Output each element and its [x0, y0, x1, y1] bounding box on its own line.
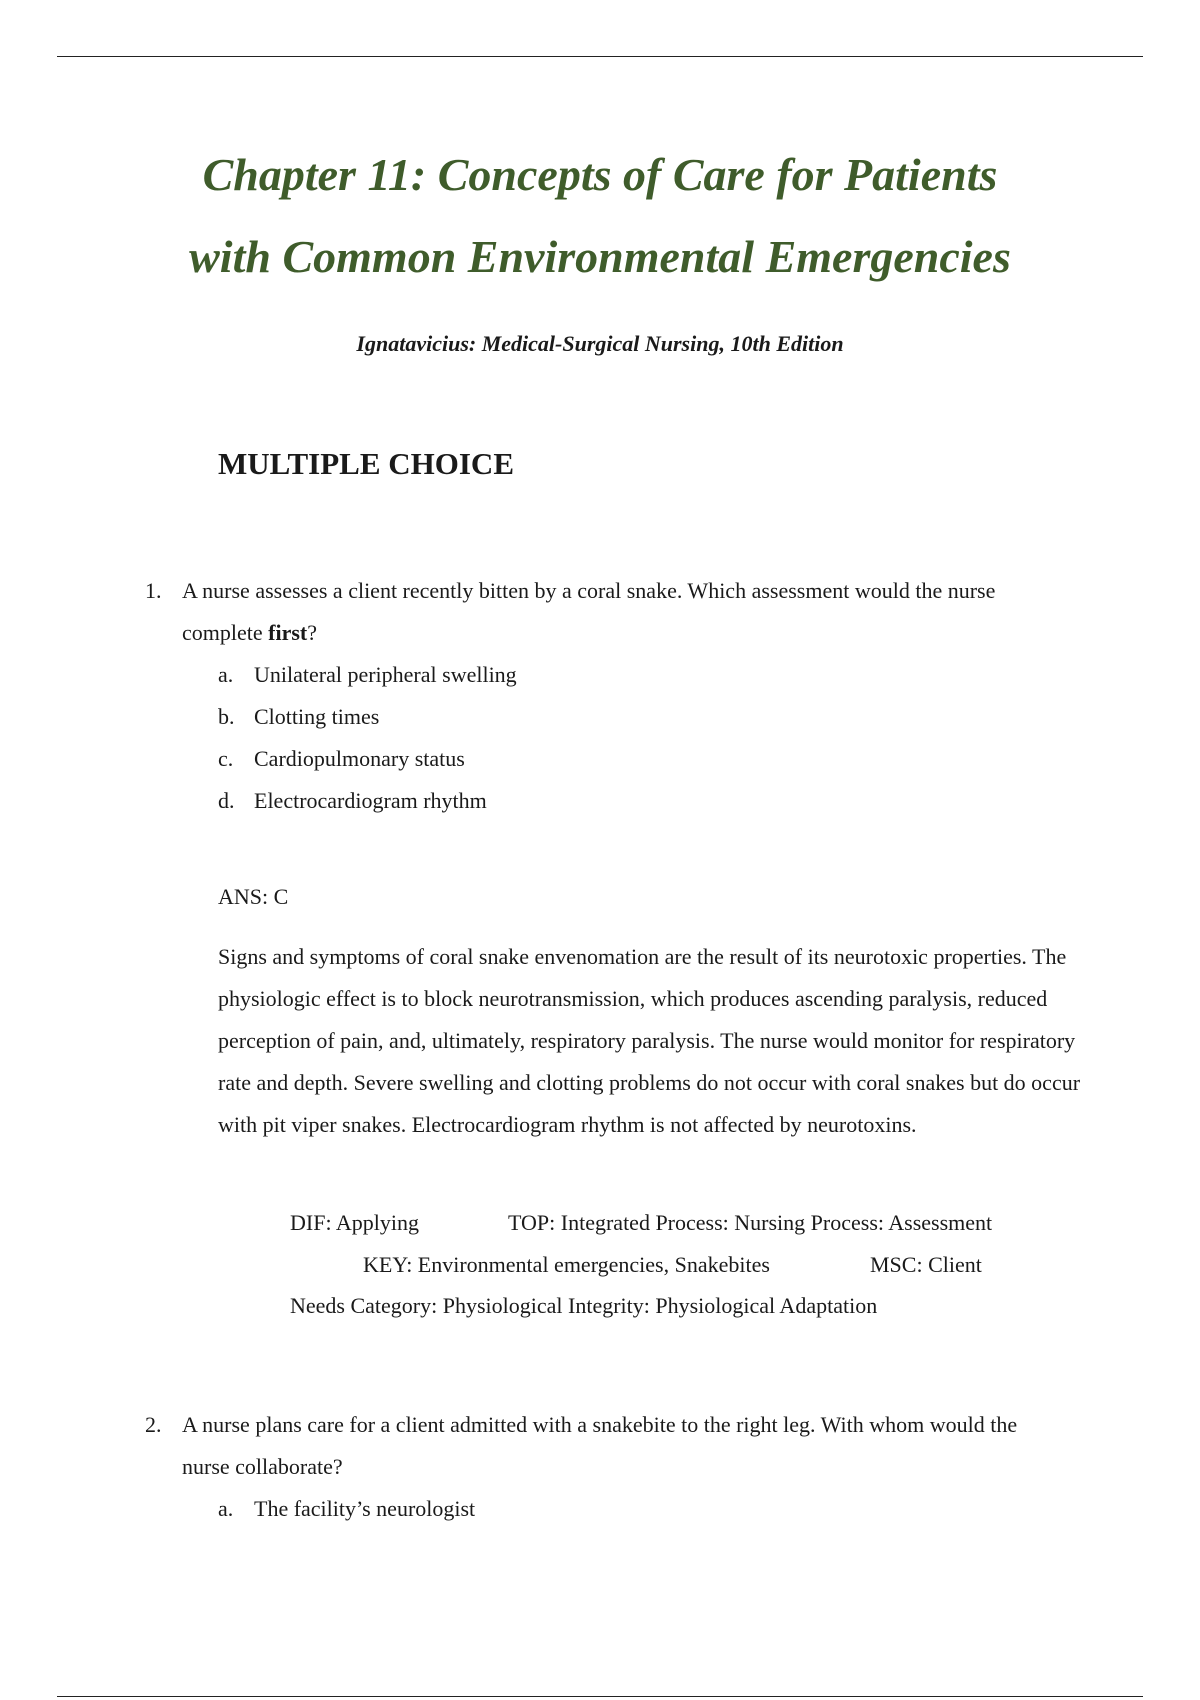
option-letter: a. — [218, 1496, 234, 1521]
meta-key: KEY: Environmental emergencies, Snakebites — [363, 1252, 770, 1277]
bottom-rule — [57, 1696, 1143, 1697]
meta-msc: MSC: Client — [870, 1252, 982, 1277]
option-text: Unilateral peripheral swelling — [254, 662, 517, 687]
option-letter: b. — [218, 704, 235, 729]
chapter-title-line-2: with Common Environmental Emergencies — [189, 231, 1011, 282]
book-subtitle: Ignatavicius: Medical-Surgical Nursing, 10th Edition — [356, 331, 844, 356]
option-text: Clotting times — [254, 704, 380, 729]
option-a — [218, 654, 517, 696]
option-text: Electrocardiogram rhythm — [254, 788, 487, 813]
option-d — [218, 780, 487, 822]
meta-difficulty: DIF: Applying — [290, 1210, 419, 1235]
option-text: The facility’s neurologist — [254, 1496, 476, 1521]
option-b — [218, 696, 379, 738]
chapter-title-line-1: Chapter 11: Concepts of Care for Patients — [202, 149, 998, 200]
question-stem: A nurse plans care for a client admitted with a snakebite to the right leg. With whom would the nurse collaborate? — [182, 1412, 1018, 1479]
option-a — [218, 1488, 475, 1530]
chapter-title — [0, 134, 1200, 298]
option-text: Cardiopulmonary status — [254, 746, 465, 771]
question-stem — [182, 570, 1042, 654]
question-number: 2. — [145, 1412, 162, 1437]
option-c — [218, 738, 465, 780]
meta-needs-category: Needs Category: Physiological Integrity: Physiological Adaptation — [290, 1293, 878, 1318]
question-number: 1. — [145, 578, 162, 603]
answer-key: ANS: C — [218, 884, 289, 909]
stem-end: ? — [307, 620, 317, 645]
section-heading: MULTIPLE CHOICE — [218, 446, 514, 481]
option-letter: d. — [218, 788, 235, 813]
option-letter: a. — [218, 662, 234, 687]
stem-text: A nurse assesses a client recently bitten by a coral snake. Which assessment would the nurse complete — [182, 578, 996, 645]
stem-emphasis: first — [268, 620, 308, 645]
top-rule — [57, 56, 1143, 57]
option-letter: c. — [218, 746, 234, 771]
rationale-text: Signs and symptoms of coral snake envenomation are the result of its neurotoxic properties. The physiologic effect is to block neurotransmission, which produces ascending paralysis, reduced perception of pain, and, ultimately, respiratory paralysis. The nurse would monitor for respiratory rate and depth. Severe swelling and clotting problems do not occur with coral snakes but do occur with pit viper snakes. Electrocardiogram rhythm is not affected by neurotoxins. — [218, 944, 1081, 1137]
meta-topic: TOP: Integrated Process: Nursing Process: Assessment — [508, 1210, 993, 1235]
